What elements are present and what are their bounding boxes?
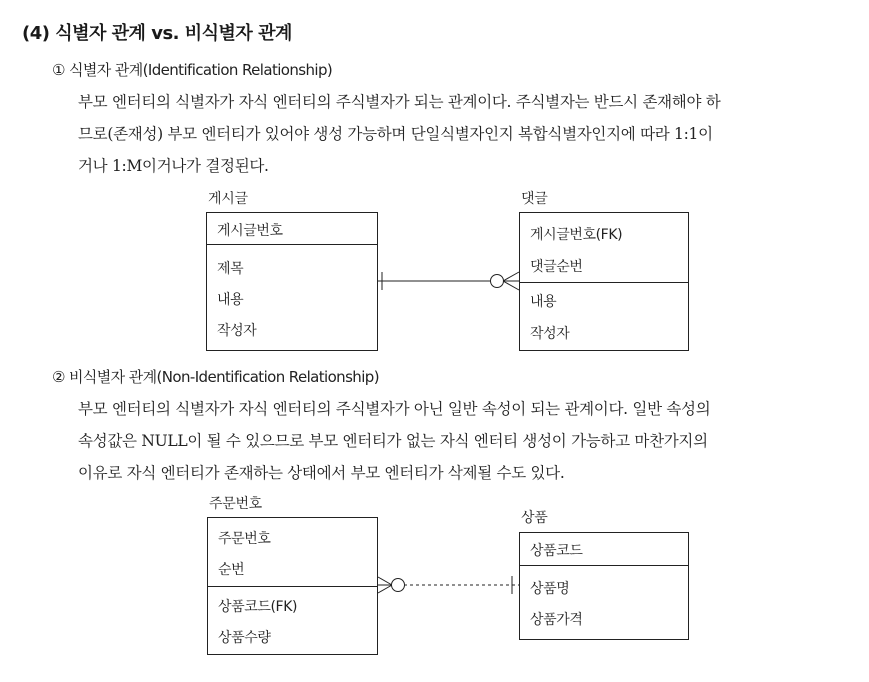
entity-name-post: 게시글 — [208, 191, 248, 207]
paragraph-line: 부모 엔터티의 식별자가 자식 엔터티의 주식별자가 되는 관계이다. 주식별자는 반드시 존재해야 하 — [78, 93, 721, 111]
attribute-pk: 게시글번호 — [217, 223, 283, 239]
attribute: 작성자 — [530, 326, 570, 342]
attribute-pk: 주문번호 — [218, 531, 271, 547]
attribute: 내용 — [217, 292, 244, 308]
paragraph-line: 이유로 자식 엔터티가 존재하는 상태에서 부모 엔터티가 삭제될 수도 있다. — [78, 464, 565, 482]
entity-name-product: 상품 — [521, 510, 548, 526]
section-heading: (4) 식별자 관계 vs. 비식별자 관계 — [22, 23, 292, 44]
attribute-pk: 댓글순번 — [530, 259, 583, 275]
identification-relationship-title: ① 식별자 관계(Identification Relationship) — [52, 61, 333, 79]
paragraph-line: 부모 엔터티의 식별자가 자식 엔터티의 주식별자가 아닌 일반 속성이 되는 관계이다. 일반 속성의 — [78, 400, 711, 418]
paragraph-line: 므로(존재성) 부모 엔터티가 있어야 생성 가능하며 단일식별자인지 복합식별자인지에 따라 1:1이 — [78, 125, 713, 143]
paragraph-line: 속성값은 NULL이 될 수 있으므로 부모 엔터티가 없는 자식 엔터티 생성이 가능하고 마찬가지의 — [78, 432, 708, 450]
attribute: 상품코드(FK) — [218, 599, 298, 615]
attribute: 제목 — [217, 261, 244, 277]
non-identification-relationship-title: ② 비식별자 관계(Non-Identification Relationship) — [52, 368, 379, 386]
attribute: 작성자 — [217, 323, 257, 339]
entity-name-comment: 댓글 — [521, 191, 548, 207]
paragraph-line: 거나 1:M이거나가 결정된다. — [78, 157, 269, 175]
attribute: 내용 — [530, 294, 557, 310]
attribute-pk: 상품코드 — [530, 543, 583, 559]
attribute: 상품명 — [530, 581, 570, 597]
attribute-pk: 순번 — [218, 562, 245, 578]
attribute: 상품가격 — [530, 612, 583, 628]
attribute: 상품수량 — [218, 630, 271, 646]
attribute-pk: 게시글번호(FK) — [530, 227, 623, 243]
entity-name-order: 주문번호 — [209, 496, 262, 512]
